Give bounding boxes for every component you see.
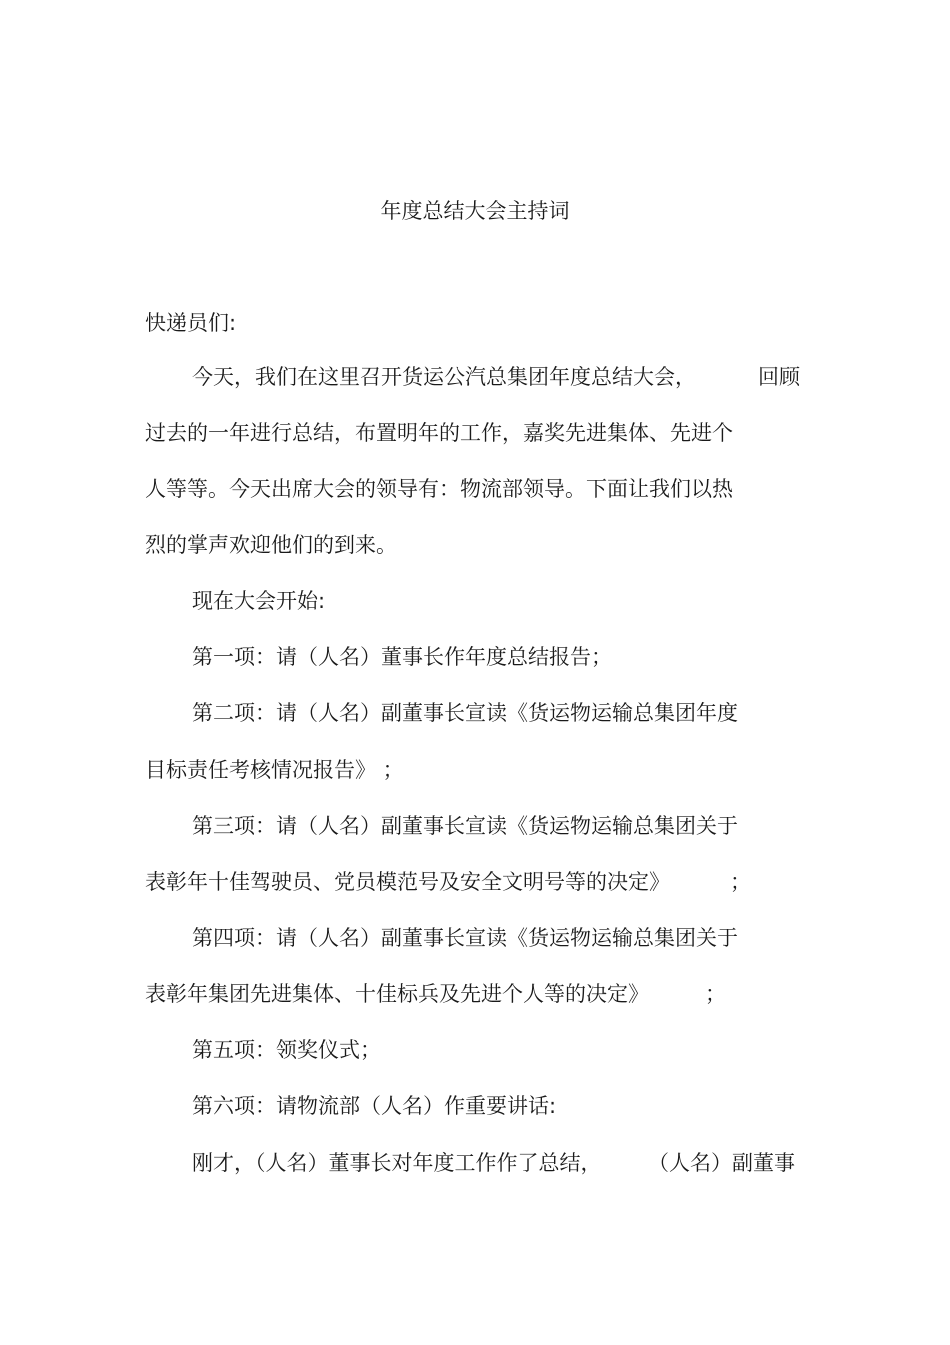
item-1: 第一项：请（人名）董事长作年度总结报告；: [192, 645, 612, 669]
salutation: 快递员们:: [145, 311, 237, 335]
intro-line-1b: 回顾: [758, 365, 800, 389]
item-4-line-2b: ；: [705, 982, 726, 1006]
item-4-line-1: 第四项：请（人名）副董事长宣读《货运物运输总集团关于: [192, 926, 738, 950]
item-3-line-2b: ；: [730, 870, 751, 894]
item-3-line-2a: 表彰年十佳驾驶员、党员模范号及安全文明号等的决定》: [145, 870, 670, 894]
item-6: 第六项：请物流部（人名）作重要讲话:: [192, 1094, 557, 1118]
item-2-line-2: 目标责任考核情况报告》 ；: [145, 758, 404, 782]
document-title: 年度总结大会主持词: [380, 199, 570, 223]
intro-line-3: 人等等。今天出席大会的领导有：物流部领导。下面让我们以热: [145, 477, 733, 501]
item-5: 第五项：领奖仪式；: [192, 1038, 381, 1062]
intro-line-1a: 今天，我们在这里召开货运公汽总集团年度总结大会，: [192, 365, 696, 389]
item-3-line-1: 第三项：请（人名）副董事长宣读《货运物运输总集团关于: [192, 814, 738, 838]
item-4-line-2a: 表彰年集团先进集体、十佳标兵及先进个人等的决定》: [145, 982, 649, 1006]
closing-line-a: 刚才，（人名）董事长对年度工作作了总结，: [192, 1151, 602, 1175]
closing-line-b: （人名）副董事: [648, 1151, 795, 1175]
intro-line-4: 烈的掌声欢迎他们的到来。: [145, 533, 397, 557]
meeting-start: 现在大会开始:: [192, 589, 326, 613]
item-2-line-1: 第二项：请（人名）副董事长宣读《货运物运输总集团年度: [192, 701, 738, 725]
intro-line-2: 过去的一年进行总结，布置明年的工作，嘉奖先进集体、先进个: [145, 421, 733, 445]
